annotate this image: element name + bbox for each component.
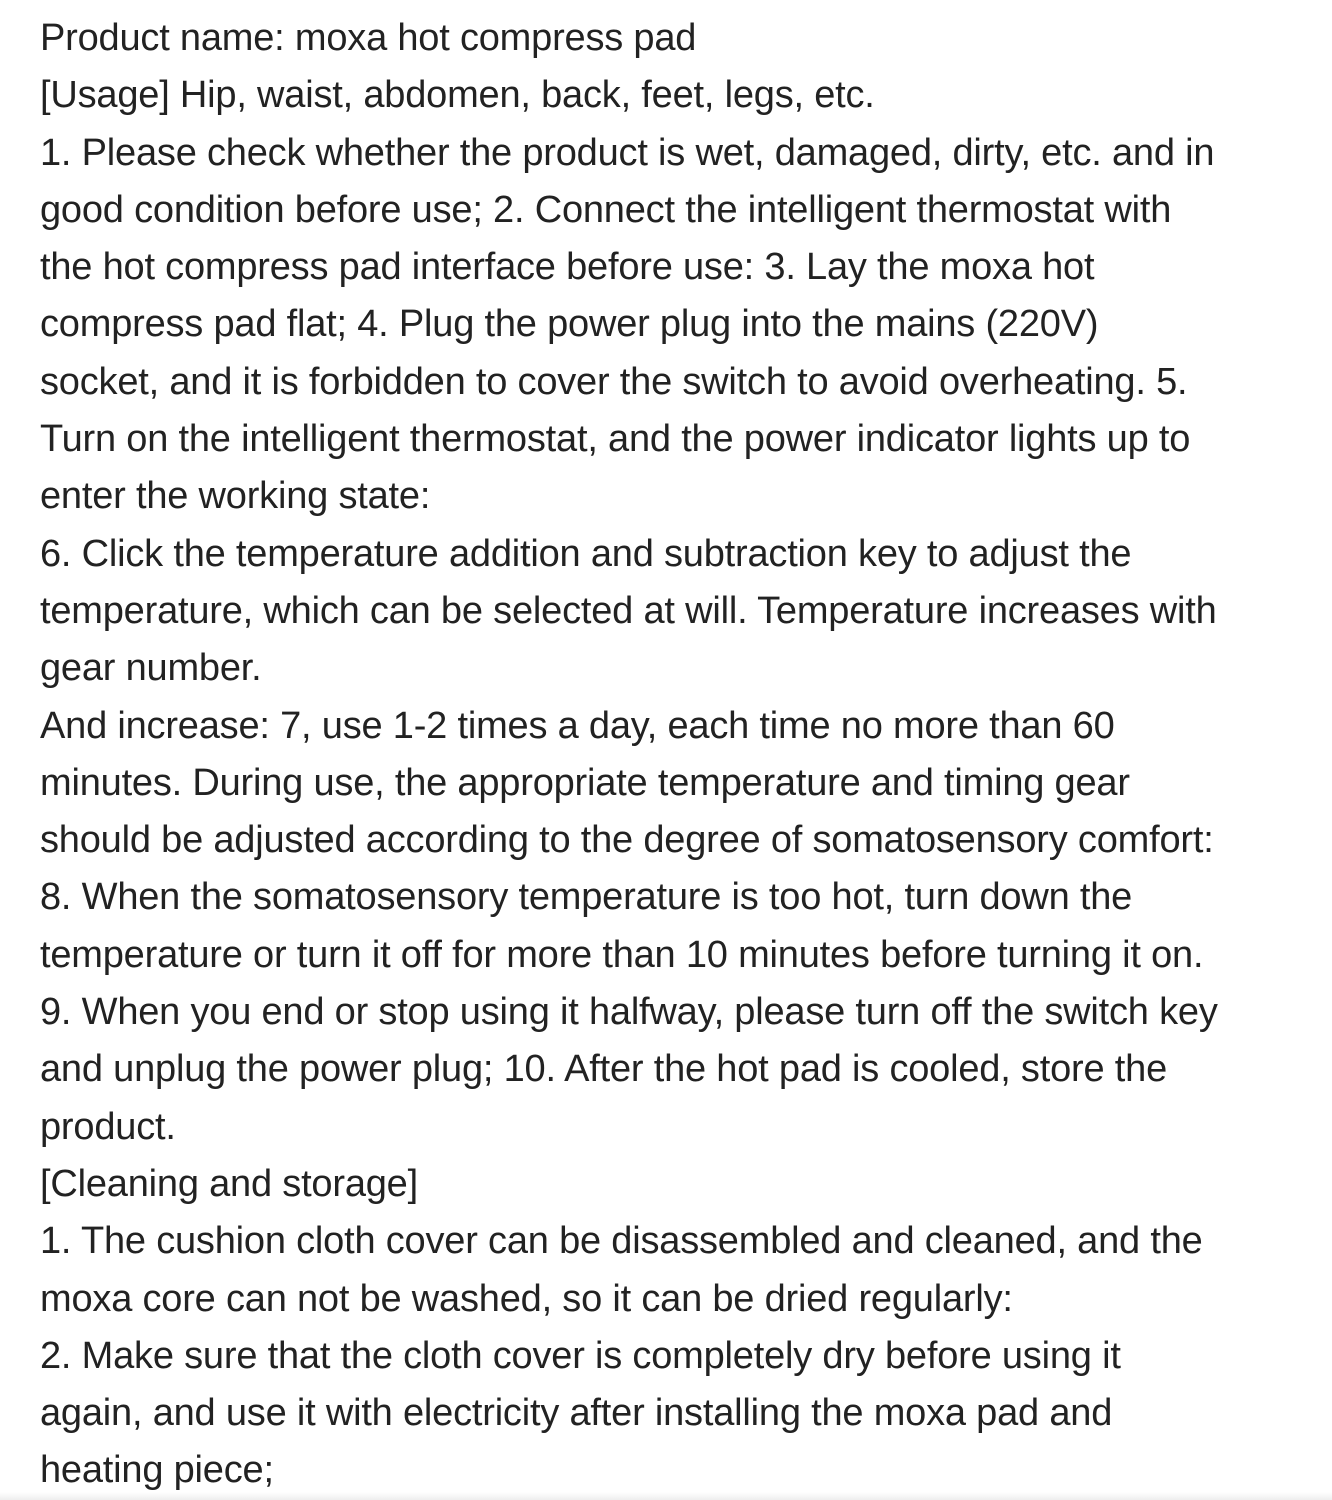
text-line: and unplug the power plug; 10. After the hot pad is cooled, store the — [40, 1048, 1167, 1091]
product-name-line: Product name: moxa hot compress pad — [40, 17, 697, 59]
text-line: 2. Make sure that the cloth cover is completely dry before using it — [40, 1334, 1121, 1377]
text-line: temperature, which can be selected at will. Temperature increases with — [40, 589, 1217, 632]
text-line: gear number. — [40, 647, 262, 690]
text-line: socket, and it is forbidden to cover the switch to avoid overheating. 5. — [40, 360, 1188, 403]
product-description-text — [40, 10, 1320, 1500]
text-line: 8. When the somatosensory temperature is too hot, turn down the — [40, 876, 1133, 919]
text-line: 6. Click the temperature addition and subtraction key to adjust the — [40, 532, 1132, 575]
text-line: temperature or turn it off for more than 10 minutes before turning it on. — [40, 933, 1204, 976]
text-line: again, and use it with electricity after installing the moxa pad and — [40, 1392, 1113, 1435]
text-line: And increase: 7, use 1-2 times a day, each time no more than 60 — [40, 704, 1115, 747]
cleaning-heading-line: [Cleaning and storage] — [40, 1162, 418, 1205]
text-line: 9. When you end or stop using it halfway, please turn off the switch key — [40, 991, 1218, 1034]
text-line: should be adjusted according to the degree of somatosensory comfort: — [40, 819, 1214, 862]
text-line: heating piece; — [40, 1449, 274, 1492]
text-line: Turn on the intelligent thermostat, and the power indicator lights up to — [40, 418, 1191, 461]
usage-heading-line: [Usage] Hip, waist, abdomen, back, feet, legs, etc. — [40, 74, 875, 117]
text-line: 1. Please check whether the product is wet, damaged, dirty, etc. and in — [40, 131, 1215, 174]
text-line: minutes. During use, the appropriate temperature and timing gear — [40, 761, 1130, 804]
text-line: moxa core can not be washed, so it can be dried regularly: — [40, 1277, 1013, 1320]
text-line: 1. The cushion cloth cover can be disassembled and cleaned, and the — [40, 1220, 1203, 1263]
text-line: compress pad flat; 4. Plug the power plug into the mains (220V) — [40, 303, 1099, 346]
text-line: product. — [40, 1105, 176, 1148]
text-line: the hot compress pad interface before use: 3. Lay the moxa hot — [40, 246, 1095, 289]
text-line: enter the working state: — [40, 475, 431, 518]
bottom-divider — [0, 1492, 1332, 1500]
text-line: good condition before use; 2. Connect the intelligent thermostat with — [40, 188, 1172, 231]
